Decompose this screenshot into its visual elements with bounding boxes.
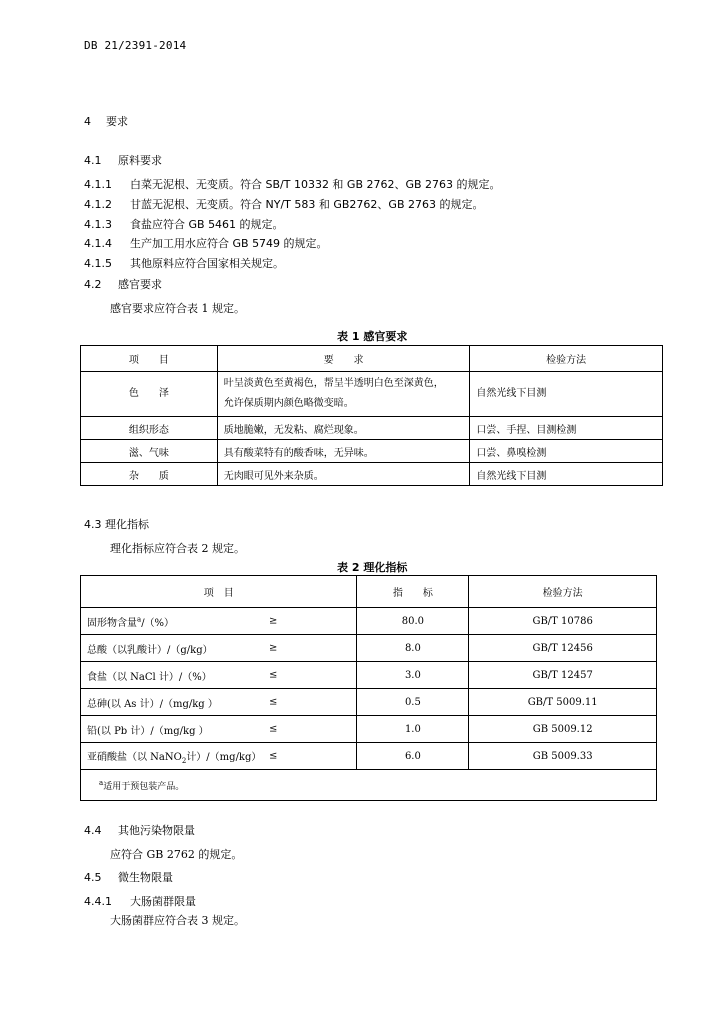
item-cell (81, 689, 357, 716)
table-row (81, 635, 657, 662)
comparison-symbol: ≥ (269, 615, 278, 627)
clause-number: 4.1.1 (84, 178, 112, 191)
column-header-limit: 指 标 (357, 576, 469, 608)
comparison-symbol: ≤ (269, 750, 278, 762)
table-footnote-row (81, 770, 657, 801)
limit-cell: 6.0 (357, 743, 469, 770)
section-4-3-paragraph: 理化指标应符合表 2 规定。 (110, 542, 245, 555)
footnote-marker: a (137, 615, 142, 624)
section-4-2-heading (84, 276, 162, 292)
requirement-line: 允许保质期内颜色略微变暗。 (223, 398, 354, 409)
table-row (81, 662, 657, 689)
clause-4-1-5 (84, 255, 284, 271)
item-cell: 滋、气味 (81, 440, 218, 463)
clause-number: 4.1.4 (84, 237, 112, 250)
method-cell: GB/T 10786 (469, 608, 657, 635)
section-title: 其他污染物限量 (118, 824, 195, 837)
clause-number: 4.1.2 (84, 198, 112, 211)
clause-4-1-4 (84, 235, 328, 251)
limit-cell: 8.0 (357, 635, 469, 662)
limit-cell: 80.0 (357, 608, 469, 635)
table-1-caption: 表 1 感官要求 (337, 330, 408, 343)
section-title: 微生物限量 (118, 871, 173, 884)
clause-4-4-1-heading (84, 893, 196, 909)
footnote-marker: a (99, 778, 104, 787)
limit-cell: 0.5 (357, 689, 469, 716)
section-number: 4.2 (84, 278, 102, 291)
method-cell: 自然光线下目测 (470, 463, 663, 486)
clause-text: 食盐应符合 GB 5461 的规定。 (130, 218, 284, 231)
comparison-symbol: ≥ (269, 642, 278, 654)
method-cell: GB 5009.33 (469, 743, 657, 770)
section-title: 原料要求 (118, 154, 162, 167)
table-row (81, 608, 657, 635)
table-row (81, 372, 663, 417)
item-label: 固形物含量 (87, 617, 137, 629)
section-4-4-paragraph: 应符合 GB 2762 的规定。 (110, 848, 243, 861)
clause-number: 4.1.5 (84, 257, 112, 270)
item-cell: 杂 质 (81, 463, 218, 486)
column-header-method: 检验方法 (469, 576, 657, 608)
table-row (81, 440, 663, 463)
table-row (81, 417, 663, 440)
method-cell: 口尝、鼻嗅检测 (470, 440, 663, 463)
section-title: 要求 (106, 115, 128, 128)
comparison-symbol: ≤ (269, 723, 278, 735)
clause-text: 甘蓝无泥根、无变质。符合 NY/T 583 和 GB2762、GB 2763 的规定。 (130, 198, 484, 211)
limit-cell: 3.0 (357, 662, 469, 689)
clause-4-1-3 (84, 216, 284, 232)
requirement-cell (217, 372, 470, 417)
requirement-cell: 质地脆嫩，无发粘、腐烂现象。 (217, 417, 470, 440)
clause-4-1-1 (84, 176, 501, 192)
clause-number: 4.4.1 (84, 895, 112, 908)
table-header-row (81, 576, 657, 608)
section-4-heading (84, 113, 128, 129)
clause-text: 白菜无泥根、无变质。符合 SB/T 10332 和 GB 2762、GB 2763 的规定。 (130, 178, 501, 191)
section-number: 4.4 (84, 824, 102, 837)
clause-text: 生产加工用水应符合 GB 5749 的规定。 (130, 237, 328, 250)
section-4-1-heading (84, 152, 162, 168)
item-cell (81, 743, 357, 770)
method-cell: GB/T 5009.11 (469, 689, 657, 716)
clause-title: 大肠菌群限量 (130, 895, 196, 908)
section-number: 4.5 (84, 871, 102, 884)
table-header-row (81, 346, 663, 372)
column-header-item: 项 目 (81, 346, 218, 372)
item-label: 亚硝酸盐（以 NaNO (87, 751, 182, 763)
limit-cell: 1.0 (357, 716, 469, 743)
method-cell: 口尝、手捏、目测检测 (470, 417, 663, 440)
requirement-cell: 无肉眼可见外来杂质。 (217, 463, 470, 486)
clause-4-1-2 (84, 196, 483, 212)
section-number: 4 (84, 115, 91, 128)
column-header-item: 项 目 (81, 576, 357, 608)
table-row (81, 689, 657, 716)
section-4-5-heading (84, 869, 173, 885)
standard-code-header: DB 21/2391-2014 (84, 39, 187, 52)
column-header-requirement: 要 求 (217, 346, 470, 372)
item-label: 总砷(以 As 计）/（mg/kg ） (87, 698, 218, 710)
table-footnote (81, 770, 657, 801)
table-2-caption: 表 2 理化指标 (337, 561, 408, 574)
clause-number: 4.1.3 (84, 218, 112, 231)
section-title: 感官要求 (118, 278, 162, 291)
item-cell (81, 635, 357, 662)
section-4-2-paragraph: 感官要求应符合表 1 规定。 (110, 302, 245, 315)
item-label: 总酸（以乳酸计）/（g/kg） (87, 644, 213, 656)
section-4-4-heading (84, 822, 195, 838)
item-label: 食盐（以 NaCl 计）/（%） (87, 671, 212, 683)
item-cell (81, 716, 357, 743)
table-row (81, 463, 663, 486)
item-unit: /（%） (141, 617, 175, 629)
subscript: 2 (181, 756, 187, 765)
column-header-method: 检验方法 (470, 346, 663, 372)
requirement-line: 叶呈淡黄色至黄褐色，帮呈半透明白色至深黄色， (223, 378, 444, 389)
table-row (81, 743, 657, 770)
item-cell (81, 662, 357, 689)
section-4-3-heading: 4.3 理化指标 (84, 518, 149, 531)
section-number: 4.1 (84, 154, 102, 167)
item-unit: 计）/（mg/kg） (186, 751, 262, 763)
item-label: 铅(以 Pb 计）/（mg/kg ） (87, 725, 209, 737)
sensory-requirements-table (80, 345, 663, 486)
method-cell: GB/T 12457 (469, 662, 657, 689)
comparison-symbol: ≤ (269, 669, 278, 681)
table-row (81, 716, 657, 743)
requirement-cell: 具有酸菜特有的酸香味，无异味。 (217, 440, 470, 463)
clause-4-4-1-paragraph: 大肠菌群应符合表 3 规定。 (110, 914, 245, 927)
item-cell: 组织形态 (81, 417, 218, 440)
method-cell: GB/T 12456 (469, 635, 657, 662)
physicochemical-indicators-table (80, 575, 657, 801)
method-cell: GB 5009.12 (469, 716, 657, 743)
clause-text: 其他原料应符合国家相关规定。 (130, 257, 284, 270)
item-cell (81, 608, 357, 635)
item-cell: 色 泽 (81, 372, 218, 417)
comparison-symbol: ≤ (269, 696, 278, 708)
method-cell: 自然光线下目测 (470, 372, 663, 417)
footnote-text: 适用于预包装产品。 (103, 781, 185, 792)
